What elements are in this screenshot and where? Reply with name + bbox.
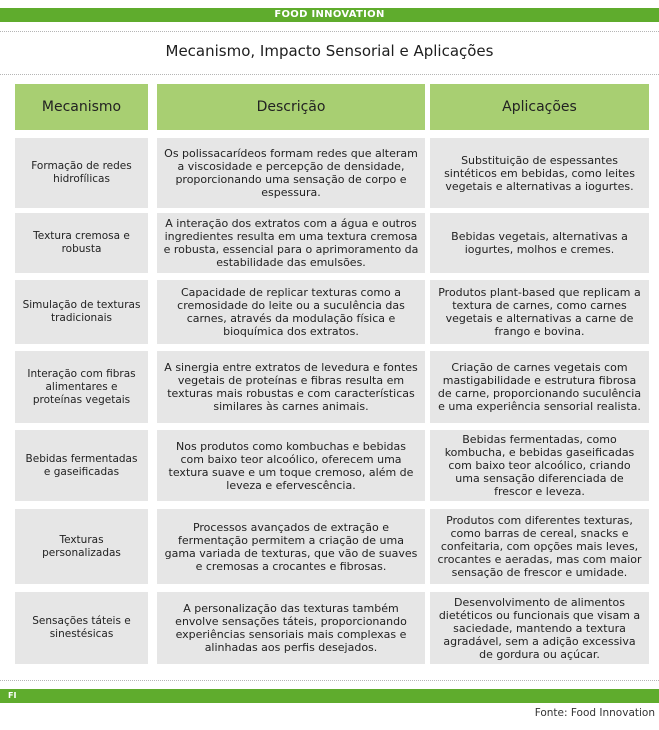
divider-top (0, 31, 659, 32)
row4-mechanism: Interação com fibras alimentares e proteínas vegetais (15, 351, 148, 423)
bottom-banner-label: FI (8, 691, 17, 700)
row4-description: A sinergia entre extratos de levedura e fontes vegetais de proteínas e fibras resulta em texturas mais robustas e com características similares às carnes animais. (157, 351, 425, 423)
row6-mechanism: Texturas personalizadas (15, 509, 148, 584)
row5-description: Nos produtos como kombuchas e bebidas com baixo teor alcoólico, oferecem uma textura suave e um toque cremoso, além de leveza e efervescência. (157, 430, 425, 501)
row5-mechanism: Bebidas fermentadas e gaseificadas (15, 430, 148, 501)
row7-applications: Desenvolvimento de alimentos dietéticos ou funcionais que visam a saciedade, mantendo a textura agradável, sem a adição excessiva de gordura ou açúcar. (430, 592, 649, 664)
row7-mechanism: Sensações táteis e sinestésicas (15, 592, 148, 664)
row3-description: Capacidade de replicar texturas como a cremosidade do leite ou a suculência das carnes, através da modulação física e bioquímica dos extratos. (157, 280, 425, 344)
row7-description: A personalização das texturas também envolve sensações táteis, proporcionando experiências sensoriais mais complexas e alinhadas aos perfis desejados. (157, 592, 425, 664)
divider-title (0, 74, 659, 75)
divider-bottom (0, 680, 659, 681)
header-applications: Aplicações (430, 84, 649, 130)
row5-applications: Bebidas fermentadas, como kombucha, e bebidas gaseificadas com baixo teor alcoólico, criando uma sensação diferenciada de frescor e leveza. (430, 430, 649, 501)
source-credit: Fonte: Food Innovation (534, 707, 655, 719)
row3-applications: Produtos plant-based que replicam a textura de carnes, como carnes vegetais e alternativas a carne de frango e bovina. (430, 280, 649, 344)
row6-description: Processos avançados de extração e fermentação permitem a criação de uma gama variada de texturas, que vão de suaves e cremosas a crocantes e fibrosas. (157, 509, 425, 584)
top-banner (0, 8, 659, 22)
banner-label: FOOD INNOVATION (274, 9, 385, 20)
row1-applications: Substituição de espessantes sintéticos em bebidas, como leites vegetais e alternativas a iogurtes. (430, 138, 649, 208)
row2-description: A interação dos extratos com a água e outros ingredientes resulta em uma textura cremosa e robusta, essencial para o aprimoramento da estabilidade das emulsões. (157, 213, 425, 273)
row6-applications: Produtos com diferentes texturas, como barras de cereal, snacks e confeitaria, com opções mais leves, crocantes e aeradas, mas com maior sensação de frescor e umidade. (430, 509, 649, 584)
row2-applications: Bebidas vegetais, alternativas a iogurtes, molhos e cremes. (430, 213, 649, 273)
row4-applications: Criação de carnes vegetais com mastigabilidade e estrutura fibrosa de carne, proporcionando suculência e uma experiência sensorial realista. (430, 351, 649, 423)
header-description: Descrição (157, 84, 425, 130)
row1-mechanism: Formação de redes hidrofílicas (15, 138, 148, 208)
header-mechanism: Mecanismo (15, 84, 148, 130)
row1-description: Os polissacarídeos formam redes que alteram a viscosidade e percepção de densidade, proporcionando uma sensação de corpo e espessura. (157, 138, 425, 208)
row2-mechanism: Textura cremosa e robusta (15, 213, 148, 273)
row3-mechanism: Simulação de texturas tradicionais (15, 280, 148, 344)
page-title: Mecanismo, Impacto Sensorial e Aplicações (165, 42, 494, 60)
bottom-banner (0, 689, 659, 703)
